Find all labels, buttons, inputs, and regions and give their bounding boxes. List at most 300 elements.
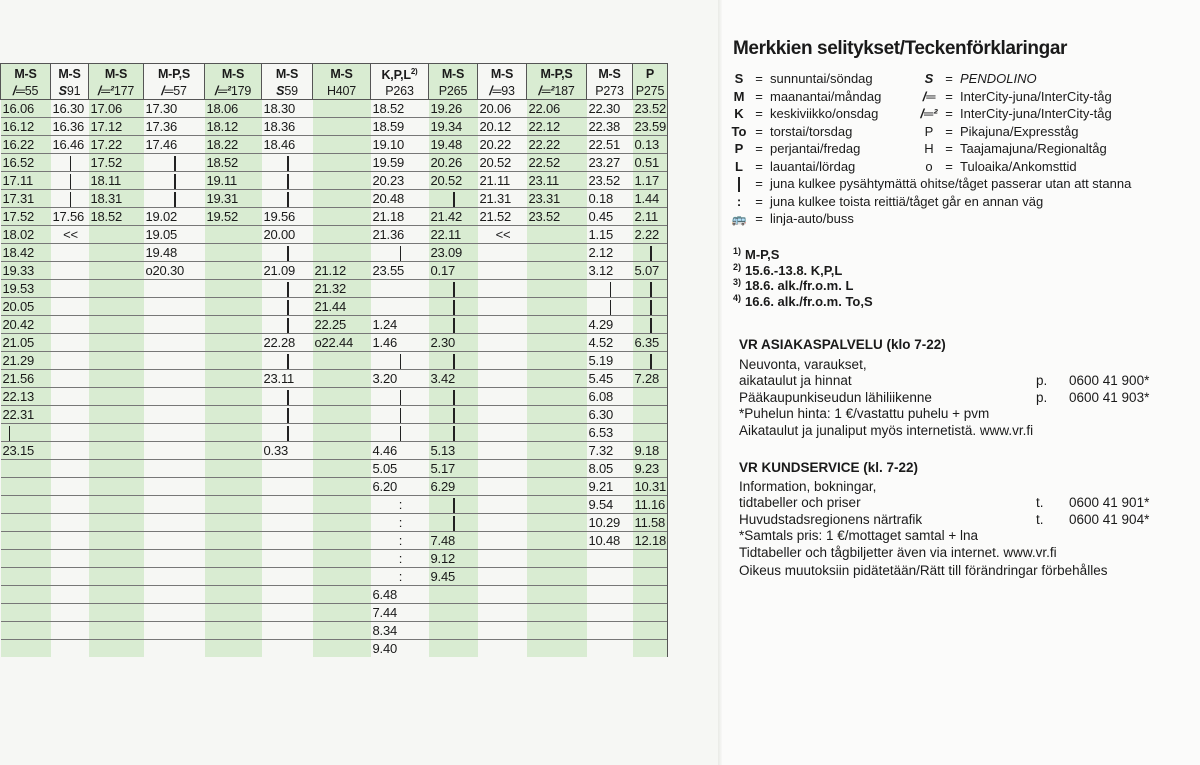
table-row xyxy=(1,424,668,442)
time-cell: 18.30 xyxy=(262,100,313,118)
train-number: 93 xyxy=(501,84,515,99)
passes-through-mark xyxy=(650,318,652,333)
legend-row xyxy=(730,123,852,140)
time-cell xyxy=(51,280,89,298)
time-cell xyxy=(1,586,51,604)
time-cell xyxy=(51,550,89,568)
time-cell xyxy=(371,406,429,424)
time-cell: 18.02 xyxy=(1,226,51,244)
time-cell xyxy=(51,370,89,388)
time-cell: 4.46 xyxy=(371,442,429,460)
time-cell: 21.31 xyxy=(478,190,527,208)
time-cell: 18.59 xyxy=(371,118,429,136)
time-cell xyxy=(89,316,144,334)
time-cell xyxy=(587,280,633,298)
time-cell xyxy=(144,190,205,208)
time-cell xyxy=(313,118,371,136)
time-cell: 11.16 xyxy=(633,496,668,514)
train-number: 91 xyxy=(66,84,81,99)
time-cell xyxy=(313,550,371,568)
train-number-header xyxy=(633,83,668,100)
legend-equals: = xyxy=(755,88,763,104)
train-number: P273 xyxy=(595,84,624,99)
train-number-header xyxy=(144,83,205,100)
time-cell xyxy=(144,424,205,442)
legend-equals: = xyxy=(755,123,763,139)
time-cell: 23.09 xyxy=(429,244,478,262)
time-cell xyxy=(51,496,89,514)
legend-row xyxy=(920,88,1112,105)
time-cell xyxy=(478,370,527,388)
passes-through-symbol xyxy=(730,175,748,192)
legend-equals: = xyxy=(945,141,953,156)
time-cell xyxy=(313,622,371,640)
time-cell: 22.51 xyxy=(587,136,633,154)
train-number: P265 xyxy=(438,84,468,99)
time-cell: 17.06 xyxy=(89,100,144,118)
time-cell xyxy=(51,262,89,280)
passes-through-mark xyxy=(174,192,176,207)
time-cell: 18.52 xyxy=(371,100,429,118)
train-type-header xyxy=(51,64,89,84)
time-cell: 5.07 xyxy=(633,262,668,280)
legend-row xyxy=(730,158,855,175)
train-number-header xyxy=(205,83,262,100)
time-cell: 20.05 xyxy=(1,298,51,316)
time-cell xyxy=(478,262,527,280)
time-cell xyxy=(478,388,527,406)
passes-through-mark xyxy=(650,354,652,369)
time-cell: 4.29 xyxy=(587,316,633,334)
time-cell xyxy=(205,316,262,334)
time-cell xyxy=(313,460,371,478)
sv-phone-prefix-2: t. xyxy=(1036,511,1044,527)
table-row xyxy=(1,532,668,550)
train-number: P275 xyxy=(635,84,665,99)
time-cell xyxy=(371,424,429,442)
time-cell xyxy=(633,388,668,406)
time-cell xyxy=(51,388,89,406)
time-cell: 19.31 xyxy=(205,190,262,208)
time-cell: 9.21 xyxy=(587,478,633,496)
time-cell: 18.06 xyxy=(205,100,262,118)
time-cell xyxy=(633,298,668,316)
time-cell: 22.52 xyxy=(527,154,587,172)
time-cell xyxy=(262,280,313,298)
train-number-header xyxy=(478,83,527,100)
time-cell: 19.53 xyxy=(1,280,51,298)
train-type-header xyxy=(429,64,478,84)
time-cell xyxy=(527,316,587,334)
passes-through-mark xyxy=(70,192,72,207)
time-cell: 6.30 xyxy=(587,406,633,424)
time-cell: 1.46 xyxy=(371,334,429,352)
footnote-number: 4) xyxy=(733,292,742,303)
time-cell: 21.32 xyxy=(313,280,371,298)
time-cell xyxy=(587,640,633,658)
time-cell xyxy=(51,424,89,442)
sv-service-line6: Oikeus muutoksiin pidätetään/Rätt till förändringar förbehålles xyxy=(739,563,1108,578)
time-cell xyxy=(587,298,633,316)
time-cell xyxy=(89,370,144,388)
legend-equals: = xyxy=(755,193,763,209)
time-cell xyxy=(144,640,205,658)
time-cell: : xyxy=(371,514,429,532)
train-days-label: P xyxy=(645,66,655,81)
time-cell xyxy=(89,280,144,298)
table-row xyxy=(1,136,668,154)
time-cell: 17.12 xyxy=(89,118,144,136)
train-days-label: K,P,L xyxy=(381,68,411,83)
train-days-label: M-S xyxy=(441,66,465,81)
time-cell xyxy=(478,532,527,550)
time-cell xyxy=(89,262,144,280)
time-cell xyxy=(527,280,587,298)
time-cell xyxy=(527,514,587,532)
time-cell xyxy=(205,352,262,370)
fi-service-heading: VR ASIAKASPALVELU (klo 7-22) xyxy=(739,337,946,352)
train-type-header xyxy=(144,64,205,84)
time-cell: : xyxy=(371,532,429,550)
time-cell xyxy=(313,244,371,262)
time-cell xyxy=(633,244,668,262)
legend-row xyxy=(730,210,854,228)
time-cell: 23.15 xyxy=(1,442,51,460)
time-cell xyxy=(478,442,527,460)
time-cell xyxy=(262,640,313,658)
time-cell: 20.48 xyxy=(371,190,429,208)
legend-equals: = xyxy=(945,88,953,104)
time-cell xyxy=(262,568,313,586)
time-cell xyxy=(313,406,371,424)
train-days-label: M-S xyxy=(275,66,299,81)
legend-equals: = xyxy=(945,123,953,139)
train-days-label: M-P,S xyxy=(157,66,191,81)
time-cell: 23.52 xyxy=(587,172,633,190)
time-cell xyxy=(144,478,205,496)
time-cell: 19.59 xyxy=(371,154,429,172)
legend-row xyxy=(920,70,1037,87)
time-cell: 22.28 xyxy=(262,334,313,352)
train-number: 57 xyxy=(173,84,187,99)
time-cell xyxy=(313,568,371,586)
time-cell: 5.17 xyxy=(429,460,478,478)
passes-through-mark xyxy=(650,300,652,315)
time-cell xyxy=(429,586,478,604)
time-cell xyxy=(478,334,527,352)
time-cell xyxy=(527,586,587,604)
footnote-number: 3) xyxy=(733,277,742,287)
time-cell: 9.23 xyxy=(633,460,668,478)
time-cell: 12.18 xyxy=(634,532,667,548)
passes-through-mark xyxy=(453,390,455,405)
passes-through-mark xyxy=(400,408,402,423)
passes-through-mark xyxy=(287,246,289,261)
sv-phone-1[interactable]: 0600 41 901* xyxy=(1069,495,1150,510)
time-cell: 19.10 xyxy=(371,136,429,154)
passes-through-mark xyxy=(453,426,455,441)
time-cell xyxy=(429,622,478,640)
passes-through-mark xyxy=(287,282,289,297)
time-cell: 11.58 xyxy=(633,514,668,532)
train-days-label: M-S xyxy=(221,66,245,81)
passes-through-mark xyxy=(453,408,455,423)
legend-row xyxy=(730,105,878,122)
time-cell xyxy=(51,442,89,460)
time-cell xyxy=(89,460,144,478)
fi-phone-prefix-1: p. xyxy=(1036,373,1048,388)
time-cell xyxy=(205,586,262,604)
legend-equals: = xyxy=(945,106,953,121)
table-row xyxy=(1,190,668,208)
time-cell: 17.52 xyxy=(89,154,144,172)
time-cell: 20.26 xyxy=(429,154,478,172)
legend-symbol: : xyxy=(736,193,742,209)
passes-through-mark xyxy=(287,354,289,369)
passes-through-mark xyxy=(287,318,289,333)
time-cell xyxy=(262,190,313,208)
time-cell: 21.18 xyxy=(371,208,429,226)
legend-text: torstai/torsdag xyxy=(770,123,853,139)
legend-row xyxy=(920,158,1077,175)
time-cell xyxy=(144,352,205,370)
passes-through-mark xyxy=(650,282,652,297)
passes-through-mark xyxy=(400,390,402,405)
table-row xyxy=(1,154,668,172)
time-cell: 21.09 xyxy=(262,262,313,280)
time-cell xyxy=(144,550,205,568)
train-number-header xyxy=(51,83,89,100)
time-cell: 7.48 xyxy=(429,532,478,550)
bus-icon: 🚌 xyxy=(731,212,747,226)
train-days-label: M-S xyxy=(104,66,128,81)
time-cell xyxy=(144,388,205,406)
time-cell xyxy=(205,478,262,496)
time-cell xyxy=(205,262,262,280)
train-number-header xyxy=(527,83,587,100)
time-cell: 6.08 xyxy=(587,388,633,406)
train-type-header xyxy=(633,64,668,84)
time-cell: 6.48 xyxy=(371,586,429,604)
train-number: 59 xyxy=(284,84,298,99)
passes-through-mark xyxy=(287,426,289,441)
time-cell: 20.00 xyxy=(262,226,313,244)
train-type-header xyxy=(371,64,429,84)
train-number-header xyxy=(587,83,633,100)
time-cell xyxy=(51,406,89,424)
train-number: 187 xyxy=(554,84,575,99)
legend-text: PENDOLINO xyxy=(960,71,1037,86)
time-cell xyxy=(205,532,262,550)
time-cell xyxy=(527,460,587,478)
sv-service-line3: Huvudstadsregionens närtrafik xyxy=(739,511,923,527)
fi-phone-2[interactable]: 0600 41 903* xyxy=(1069,389,1150,405)
passes-through-mark xyxy=(453,498,455,513)
train-type-header xyxy=(89,64,144,84)
footnote-number: 2) xyxy=(733,261,742,272)
time-cell: 2.30 xyxy=(429,334,478,352)
time-cell xyxy=(262,406,313,424)
table-row xyxy=(1,586,668,604)
time-cell xyxy=(527,424,587,442)
passes-through-mark xyxy=(174,156,176,171)
legend-text: sunnuntai/söndag xyxy=(770,71,873,86)
train-number-header xyxy=(371,83,429,100)
time-cell: 16.52 xyxy=(1,154,51,172)
time-cell: 7.32 xyxy=(587,442,633,460)
time-cell xyxy=(51,478,89,496)
table-row xyxy=(1,226,668,244)
time-cell: 21.11 xyxy=(478,172,527,190)
legend-equals: = xyxy=(755,141,763,156)
time-cell xyxy=(313,586,371,604)
time-cell xyxy=(262,604,313,622)
time-cell: 22.12 xyxy=(527,118,587,136)
legend-text: InterCity-juna/InterCity-tåg xyxy=(960,106,1112,121)
time-cell xyxy=(205,514,262,532)
time-cell xyxy=(527,370,587,388)
time-cell xyxy=(1,514,51,532)
time-cell xyxy=(478,514,527,532)
table-row xyxy=(1,208,668,226)
time-cell xyxy=(144,496,205,514)
time-cell xyxy=(478,604,527,622)
time-cell: 19.02 xyxy=(144,208,205,226)
passes-through-mark xyxy=(9,426,11,441)
time-cell xyxy=(51,154,89,172)
time-cell xyxy=(51,622,89,640)
time-cell: 10.31 xyxy=(634,478,667,494)
time-cell xyxy=(51,568,89,586)
time-cell: : xyxy=(371,550,429,568)
time-cell: 0.13 xyxy=(633,136,668,154)
time-cell: 22.38 xyxy=(587,118,633,136)
time-cell xyxy=(262,172,313,190)
time-cell xyxy=(313,442,371,460)
time-cell: 22.11 xyxy=(429,226,478,244)
time-cell: 22.30 xyxy=(587,100,633,118)
time-cell: 23.52 xyxy=(634,100,667,116)
legend-text: Taajamajuna/Regionaltåg xyxy=(960,141,1107,156)
time-cell xyxy=(1,496,51,514)
time-cell: 18.36 xyxy=(262,118,313,136)
time-cell xyxy=(205,568,262,586)
time-cell xyxy=(1,478,51,496)
time-cell xyxy=(313,388,371,406)
footnote-text: 18.6. alk./fr.o.m. L xyxy=(745,278,854,294)
time-cell xyxy=(144,568,205,586)
time-cell xyxy=(478,280,527,298)
legend-equals: = xyxy=(755,176,763,191)
time-cell xyxy=(144,622,205,640)
time-cell xyxy=(429,352,478,370)
time-cell xyxy=(313,532,371,550)
table-row xyxy=(1,298,668,316)
passes-through-mark xyxy=(70,174,72,189)
time-cell xyxy=(313,352,371,370)
fi-phone-1[interactable]: 0600 41 900* xyxy=(1069,373,1150,388)
time-cell: 5.05 xyxy=(371,460,429,478)
sv-phone-2[interactable]: 0600 41 904* xyxy=(1069,511,1150,527)
legend-title: Merkkien selitykset/Teckenförklaringar xyxy=(733,38,1067,59)
time-cell xyxy=(89,352,144,370)
table-row xyxy=(1,640,668,658)
legend-symbol: S xyxy=(924,71,934,86)
time-cell xyxy=(89,622,144,640)
time-cell xyxy=(527,478,587,496)
time-cell: : xyxy=(371,496,429,514)
passes-through-mark xyxy=(453,282,455,297)
train-number-header xyxy=(262,83,313,100)
legend-text: perjantai/fredag xyxy=(770,141,861,156)
time-cell xyxy=(527,532,587,550)
time-cell: 18.31 xyxy=(89,190,144,208)
train-type-header xyxy=(313,64,371,84)
passes-through-mark xyxy=(453,318,455,333)
time-cell: 3.42 xyxy=(429,370,478,388)
time-cell xyxy=(205,370,262,388)
time-cell xyxy=(89,424,144,442)
table-row xyxy=(1,460,668,478)
time-cell xyxy=(371,298,429,316)
time-cell: 19.11 xyxy=(205,172,262,190)
time-cell xyxy=(527,406,587,424)
time-cell: 8.34 xyxy=(371,622,429,640)
time-cell: 10.29 xyxy=(587,514,633,532)
time-cell xyxy=(51,352,89,370)
table-row xyxy=(1,550,668,568)
legend-equals: = xyxy=(945,158,953,174)
time-cell: 22.13 xyxy=(1,388,51,406)
time-cell xyxy=(527,604,587,622)
time-cell: 18.52 xyxy=(205,154,262,172)
time-cell xyxy=(478,244,527,262)
time-cell xyxy=(313,100,371,118)
time-cell xyxy=(262,316,313,334)
legend-row xyxy=(730,140,860,157)
legend-row xyxy=(920,105,1112,122)
time-cell: 18.46 xyxy=(262,136,313,154)
passes-through-mark xyxy=(287,174,289,189)
table-row xyxy=(1,622,668,640)
time-cell xyxy=(1,568,51,586)
time-cell xyxy=(205,442,262,460)
time-cell: 21.29 xyxy=(1,352,51,370)
time-cell xyxy=(527,640,587,658)
time-cell xyxy=(89,406,144,424)
time-cell: 16.12 xyxy=(1,118,51,136)
time-cell xyxy=(262,622,313,640)
passes-through-mark xyxy=(287,156,289,171)
time-cell xyxy=(89,226,144,244)
passes-through-mark xyxy=(287,300,289,315)
time-cell xyxy=(205,280,262,298)
train-days-label: M-S xyxy=(14,66,37,81)
time-cell xyxy=(51,586,89,604)
legend-symbol: P xyxy=(924,123,934,139)
time-cell xyxy=(633,352,668,370)
time-cell: 1.24 xyxy=(371,316,429,334)
time-cell xyxy=(89,586,144,604)
legend-row xyxy=(730,193,1043,210)
train-type-header xyxy=(205,64,262,84)
passes-through-mark xyxy=(400,426,402,441)
time-cell xyxy=(587,586,633,604)
time-cell: 21.12 xyxy=(313,262,371,280)
time-cell xyxy=(51,532,89,550)
fi-phone-prefix-2: p. xyxy=(1036,389,1048,405)
time-cell xyxy=(51,514,89,532)
